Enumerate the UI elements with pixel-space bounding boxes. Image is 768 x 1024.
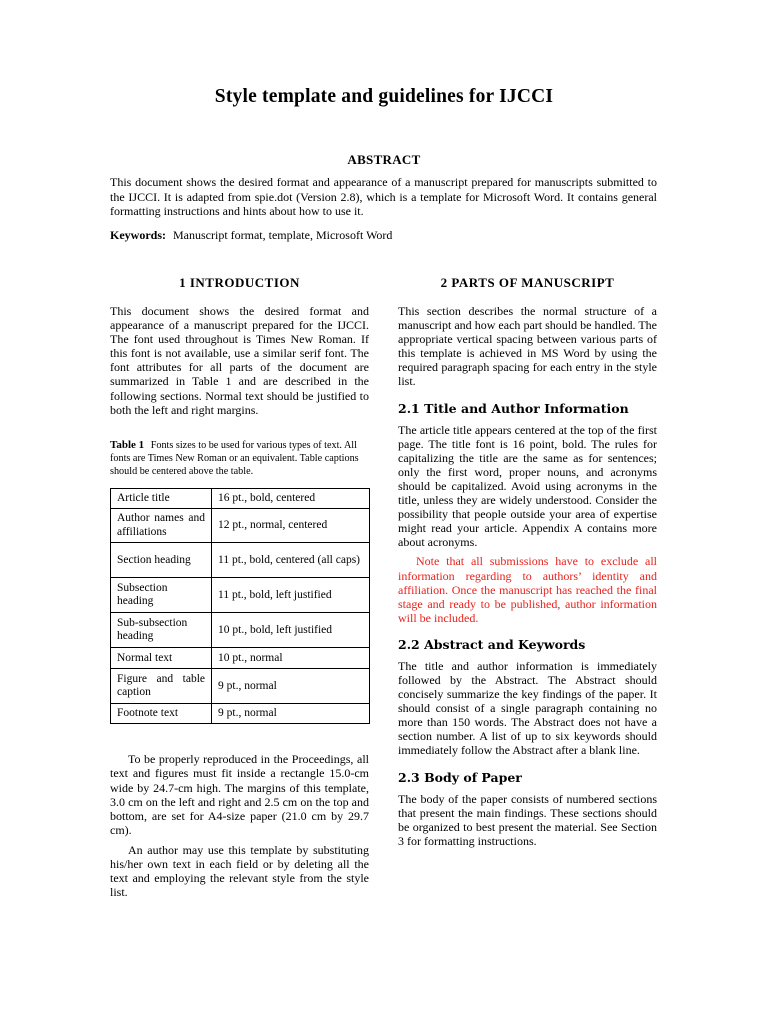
paper-title: Style template and guidelines for IJCCI xyxy=(214,86,554,107)
table-cell-item: Section heading xyxy=(111,543,212,578)
keywords-label: Keywords: xyxy=(110,228,166,242)
subsection-heading-title-author: 2.1 Title and Author Information xyxy=(398,400,629,416)
table-row xyxy=(111,613,370,648)
table-cell-item: Article title xyxy=(111,489,212,509)
section-heading-introduction: 1 INTRODUCTION xyxy=(179,275,300,290)
anonymity-note: Note that all submissions have to exclude all information regarding to authors’ identity and affiliation. Once the manuscript has reached the final stage and ready to be published, author information will be included. xyxy=(398,554,657,625)
section-heading-parts: 2 PARTS OF MANUSCRIPT xyxy=(440,275,615,290)
subsection-heading-body: 2.3 Body of Paper xyxy=(398,769,522,785)
table-cell-item: Subsection heading xyxy=(111,578,212,613)
abstract-keywords-paragraph: The title and author information is immediately followed by the Abstract. The Abstract should concisely summarize the key findings of the paper. It should consist of a single paragraph containing no more than 150 words. The Abstract does not have a section number. A list of up to six keywords should immediately follow the Abstract after a blank line. xyxy=(398,658,657,758)
table-cell-font: 11 pt., bold, centered (all caps) xyxy=(212,543,370,578)
table-cell-item: Sub-subsection heading xyxy=(111,613,212,648)
abstract-heading: ABSTRACT xyxy=(347,152,421,167)
right-column xyxy=(398,275,657,848)
keywords xyxy=(110,228,657,243)
table-row xyxy=(111,669,370,704)
table-cell-item: Footnote text xyxy=(111,704,212,724)
table-cell-font: 12 pt., normal, centered xyxy=(212,509,370,543)
keywords-list: Manuscript format, template, Microsoft Word xyxy=(173,228,393,242)
table-row xyxy=(111,489,370,509)
table-cell-font: 9 pt., normal xyxy=(212,704,370,724)
font-size-table xyxy=(110,488,370,724)
title-author-paragraph: The article title appears centered at the top of the first page. The title font is 16 point, bold. The rules for capitalizing the title are the same as for sentences; only the first word, proper nouns, and acronyms should be capitalized. Avoid using acronyms in the title, unless they are widely understood. Consider the possibility that people outside your area of expertise might read your article. Appendix A contains more about acronyms. xyxy=(398,422,657,550)
table-cell-font: 16 pt., bold, centered xyxy=(212,489,370,509)
abstract-text: This document shows the desired format and appearance of a manuscript prepared for manuscripts submitted to the IJCCI. It is adapted from spie.dot (Version 2.8), which is a template for Microsoft Word. It contains general formatting instructions and hints about how to use it. xyxy=(110,175,657,219)
table-cell-font: 10 pt., normal xyxy=(212,648,370,669)
body-paragraph: The body of the paper consists of numbered sections that present the main findings. These sections should be organized to best present the material. See Section 3 for formatting instructions. xyxy=(398,791,657,848)
parts-paragraph-1: This section describes the normal structure of a manuscript and how each part should be handled. The appropriate vertical spacing between various parts of this template is achieved in MS Word by using the required paragraph spacing for each entry in the style list. xyxy=(398,304,657,389)
table-caption-text: Fonts sizes to be used for various types of text. All fonts are Times New Roman or an equivalent. Table captions should be centered above the table. xyxy=(110,439,359,478)
table-row xyxy=(111,509,370,543)
table-cell-item: Figure and table caption xyxy=(111,669,212,704)
table-cell-item: Normal text xyxy=(111,648,212,669)
intro-paragraph-2: To be properly reproduced in the Proceedings, all text and figures must fit inside a rectangle 15.0-cm wide by 24.7-cm high. The margins of this template, 3.0 cm on the left and right and 2.5 cm on the top and bottom, are set for A4-size paper (21.0 cm by 29.7 cm). xyxy=(110,752,369,837)
table-caption xyxy=(110,439,369,479)
table-cell-font: 9 pt., normal xyxy=(212,669,370,704)
table-cell-font: 10 pt., bold, left justified xyxy=(212,613,370,648)
left-column xyxy=(110,275,369,899)
intro-paragraph-3: An author may use this template by substituting his/her own text in each field or by deleting all the text and employing the relevant style from the style list. xyxy=(110,842,369,900)
table-caption-label: Table 1 xyxy=(110,438,145,451)
table-row xyxy=(111,543,370,578)
table-row xyxy=(111,704,370,724)
table-row xyxy=(111,648,370,669)
table-cell-item: Author names and affiliations xyxy=(111,509,212,543)
intro-paragraph-1: This document shows the desired format and appearance of a manuscript prepared for the IJCCI. The font used throughout is Times New Roman. If this font is not available, use a similar serif font. The font attributes for all parts of the document are summarized in Table 1 and are described in the following sections. Normal text should be justified to both the left and right margins. xyxy=(110,304,369,417)
table-cell-font: 11 pt., bold, left justified xyxy=(212,578,370,613)
subsection-heading-abstract-keywords: 2.2 Abstract and Keywords xyxy=(398,636,586,652)
table-row xyxy=(111,578,370,613)
